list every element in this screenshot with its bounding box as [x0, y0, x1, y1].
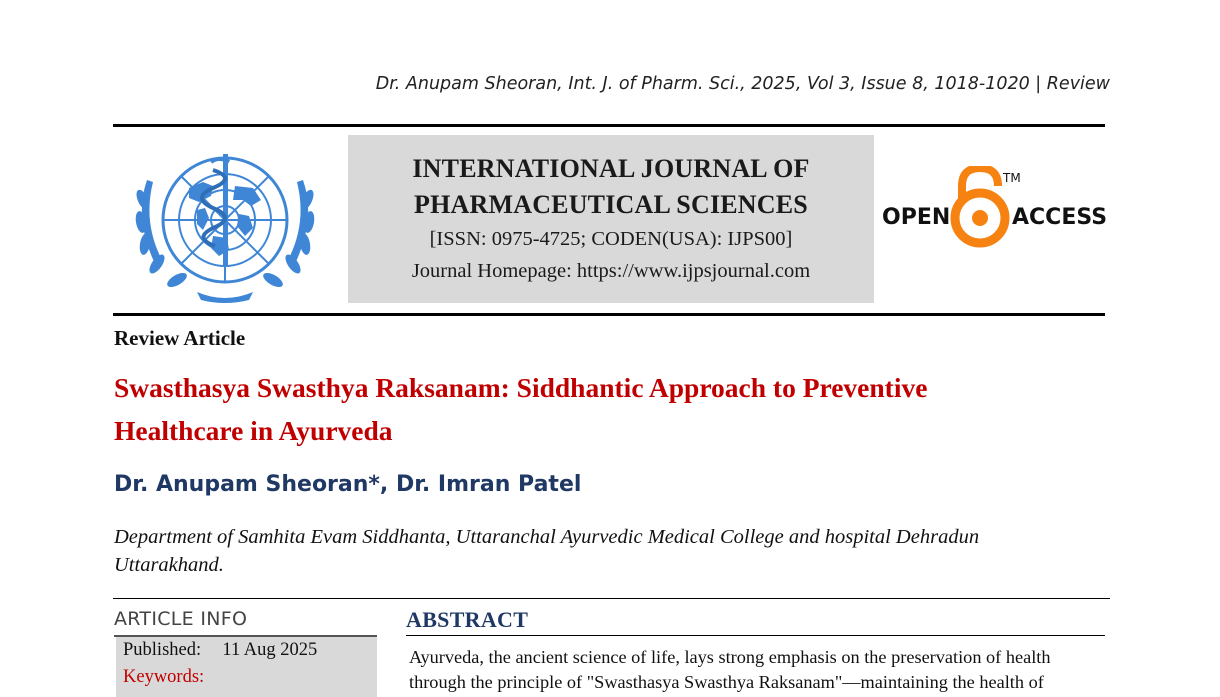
top-rule	[113, 124, 1105, 127]
article-title	[114, 366, 1114, 452]
article-info-heading: ARTICLE INFO	[114, 608, 248, 630]
abstract-line1: Ayurveda, the ancient science of life, lays strong emphasis on the preservation of health	[409, 647, 1051, 667]
published-row	[123, 640, 317, 661]
journal-masthead	[348, 135, 874, 303]
journal-emblem-icon	[127, 140, 323, 304]
published-date: 11 Aug 2025	[222, 640, 318, 660]
article-type: Review Article	[114, 326, 246, 350]
journal-title-line1: INTERNATIONAL JOURNAL OF	[412, 154, 810, 183]
journal-title-line2: PHARMACEUTICAL SCIENCES	[414, 190, 808, 219]
section-divider	[113, 598, 1110, 599]
article-info-box	[116, 637, 377, 697]
article-title-line1: Swasthasya Swasthya Raksanam: Siddhantic Approach to Preventive	[114, 372, 928, 403]
keywords-label: Keywords:	[123, 667, 205, 687]
masthead-bottom-rule	[113, 313, 1105, 316]
affiliation-line1: Department of Samhita Evam Siddhanta, Uttaranchal Ayurvedic Medical College and hospital Dehradun	[114, 526, 980, 548]
open-access-logo-icon	[880, 166, 1110, 252]
open-access-word2: ACCESS	[1012, 205, 1108, 230]
abstract-heading: ABSTRACT	[406, 607, 529, 632]
abstract-line2: through the principle of "Swasthasya Swasthya Raksanam"—maintaining the health of	[409, 671, 1044, 692]
journal-issn: [ISSN: 0975-4725; CODEN(USA): IJPS00]	[429, 228, 793, 250]
open-access-word1: OPEN	[882, 205, 951, 230]
abstract-rule	[406, 635, 1105, 636]
abstract-body	[409, 645, 1109, 694]
trademark-label: TM	[1003, 171, 1021, 185]
published-label: Published:	[123, 640, 202, 660]
running-citation: Dr. Anupam Sheoran, Int. J. of Pharm. Sci., 2025, Vol 3, Issue 8, 1018-1020 | Review	[375, 74, 1110, 94]
affiliation-line2: Uttarakhand.	[114, 554, 224, 576]
author-affiliation	[114, 523, 1114, 579]
article-title-line2: Healthcare in Ayurveda	[114, 415, 393, 446]
journal-homepage: Journal Homepage: https://www.ijpsjournal.com	[411, 260, 811, 282]
article-authors: Dr. Anupam Sheoran*, Dr. Imran Patel	[114, 472, 582, 497]
